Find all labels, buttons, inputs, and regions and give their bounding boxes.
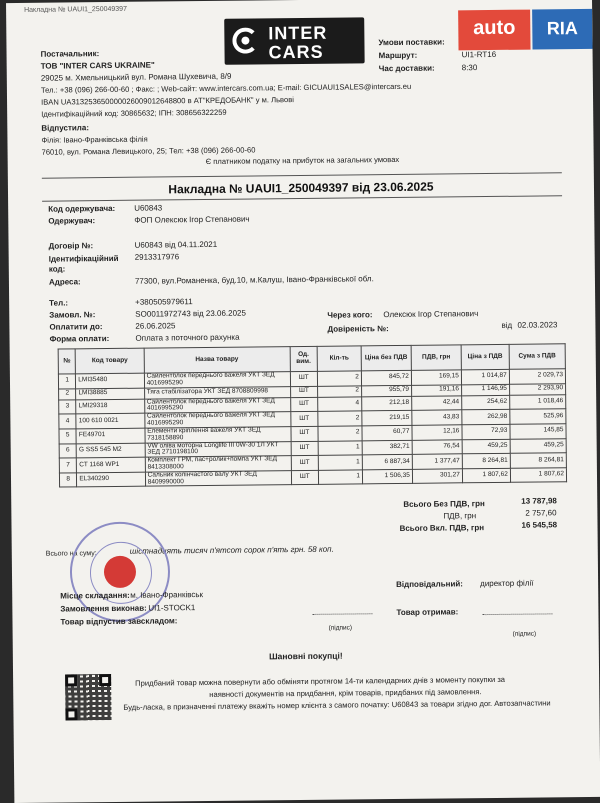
table-cell-n: 1 <box>58 374 75 389</box>
delivery-time-label: Час доставки: <box>378 63 435 74</box>
payform-value: Оплата з поточного рахунка <box>135 332 240 343</box>
table-cell-name: Сайлентблок переднього важеля УКТ ЗЕД 4016995290 <box>144 372 290 388</box>
recipient-code-value: U60843 <box>134 203 163 213</box>
total-vat-value: 2 757,60 <box>525 508 557 518</box>
table-cell-qty: 2 <box>317 371 361 386</box>
top-reference: Накладна № UAUI1_250049397 <box>24 5 127 14</box>
table-cell-qty: 2 <box>318 385 362 396</box>
responsible-label: Відповідальний: <box>396 579 463 590</box>
table-cell-sum: 2 029,73 <box>509 369 565 384</box>
table-cell-price_vat: 8 264,81 <box>462 453 510 468</box>
table-cell-price: 1 506,35 <box>362 469 412 484</box>
contract-label: Договір №: <box>48 241 94 251</box>
address-label: Адреса: <box>48 277 81 287</box>
table-cell-unit: ШТ <box>291 426 319 441</box>
table-cell-unit: ШТ <box>291 441 319 456</box>
table-cell-price_vat: 72,93 <box>462 424 510 439</box>
table-cell-sum: 525,96 <box>510 409 566 424</box>
table-cell-price_vat: 459,25 <box>462 439 510 454</box>
place-value: м. Івано-Франківськ <box>130 590 204 600</box>
signature-label-2: (підпис) <box>512 630 537 638</box>
table-cell-price: 60,77 <box>362 425 412 440</box>
table-cell-n: 6 <box>59 443 76 458</box>
table-cell-sum: 1 018,46 <box>509 394 565 409</box>
table-cell-vat: 42,44 <box>412 395 462 410</box>
payform-label: Форма оплати: <box>49 334 110 344</box>
items-table <box>58 343 567 488</box>
place-label: Місце складання: <box>60 590 130 601</box>
table-cell-vat: 12,16 <box>412 425 462 440</box>
invoice-title: Накладна № UAUI1_250049397 від 23.06.2025 <box>168 179 434 197</box>
recipient-name: ФОП Олексюк Ігор Степанович <box>134 214 250 225</box>
supplier-label: Постачальник: <box>40 49 100 59</box>
total-no-vat-label: Всього Без ПДВ, грн <box>403 499 485 509</box>
table-cell-name: Елементи кріплення важеля УКТ ЗЕД 7318158890 <box>145 426 291 442</box>
supplier-address: 29025 м. Хмельницький вул. Романа Шухевича, 8/9 <box>40 71 232 83</box>
table-cell-code: G SS5 545 M2 <box>76 443 144 458</box>
table-cell-vat: 1 377,47 <box>412 454 462 469</box>
table-cell-qty: 1 <box>318 455 362 470</box>
branch-label: Відпустила: <box>41 123 90 133</box>
responsible-value: директор філії <box>480 578 534 589</box>
signature-label: (підпис) <box>328 624 353 632</box>
proxy-label: Довіреність №: <box>327 324 389 334</box>
table-cell-unit: ШТ <box>290 412 318 427</box>
delivery-terms-label: Умови поставки: <box>378 37 445 48</box>
order-exec-label: Замовлення виконав: <box>60 603 147 614</box>
supplier-name: ТОВ "INTER CARS UKRAINE" <box>40 60 155 71</box>
table-cell-n: 2 <box>59 388 76 399</box>
table-cell-name: Тяга стабілізатора УКТ ЗЕД 8708809998 <box>144 386 290 399</box>
table-cell-price_vat: 1 014,87 <box>461 369 509 384</box>
return-note-line-1: Придбаний товар можна повернути або обміняти протягом 14-ти календарних днів з моменту покупки за <box>135 674 506 688</box>
table-cell-code: EL340290 <box>77 472 145 487</box>
supplier-ids: Ідентифікаційний код: 30865632; ІПН: 308656322259 <box>41 107 227 119</box>
table-cell-price_vat: 1 807,62 <box>462 468 510 483</box>
paydue-label: Оплатити до: <box>49 322 103 332</box>
table-cell-qty: 2 <box>318 426 362 441</box>
table-cell-code: CT 1168 WP1 <box>77 457 145 472</box>
total-with-vat-label: Всього Вкл. ПДВ, грн <box>399 523 485 533</box>
table-cell-price: 845,72 <box>361 370 411 385</box>
received-label: Товар отримав: <box>396 607 459 618</box>
table-cell-unit: ШТ <box>290 397 318 412</box>
table-cell-price: 212,18 <box>362 396 412 411</box>
table-cell-code: FE49701 <box>76 428 144 443</box>
table-cell-qty: 1 <box>319 470 363 485</box>
payment-note: Будь-ласка, в призначенні платежу вкажіть номер клієнта з самого початку: U60843 за товари згідно дог. Автозапчастини <box>123 698 551 712</box>
table-cell-code: LMI35480 <box>76 373 144 388</box>
total-with-vat-value: 16 545,58 <box>521 520 558 530</box>
table-cell-qty: 1 <box>318 440 362 455</box>
table-cell-unit: ШТ <box>290 386 318 397</box>
table-cell-code: LMI29318 <box>76 399 144 414</box>
route-value: UI1-RT16 <box>461 49 497 60</box>
total-vat-label: ПДВ, грн <box>443 511 477 521</box>
branch-name: Філія: Івано-Франківська філія <box>41 134 148 145</box>
table-cell-n: 5 <box>59 429 76 444</box>
total-words: шістнадцять тисяч п'ятсот сорок п'ять грн. 58 коп. <box>129 544 334 556</box>
table-cell-vat: 76,54 <box>412 439 462 454</box>
table-cell-unit: ШТ <box>291 470 319 485</box>
table-header-row: № Код товару Назва товару Од. вим. Кіл-ть Ціна без ПДВ ПДВ, грн Ціна з ПДВ Сума з ПДВ <box>58 344 565 374</box>
proxy-date-value: 02.03.2023 <box>517 320 558 330</box>
intercars-logo: INTER CARS <box>224 17 364 64</box>
table-cell-n: 8 <box>59 473 76 488</box>
table-cell-sum: 1 807,62 <box>510 467 566 482</box>
total-words-label: Всього на суму: <box>45 550 97 558</box>
table-cell-price: 955,79 <box>361 385 411 397</box>
supplier-iban: IBAN UA313253650000026009012648800 в АТ"КРЕДОБАНК" у м. Львові <box>41 95 294 107</box>
idcode-value: 2913317976 <box>134 252 180 262</box>
table-cell-name: VW оліва моторна Longlife III 0W-30 1Л УКТ ЗЕД 2710198100 <box>145 441 291 457</box>
table-cell-name: Сайлентблок переднього важеля УКТ ЗЕД 4016995290 <box>144 412 290 428</box>
supplier-contacts: Тел.: +38 (096) 266-00-60 ; Факс: ; Web-сайт: www.intercars.com.ua; E-mail: GICUAUI1SALES@intercars.eu <box>40 81 412 95</box>
phone-value: +380505979611 <box>135 297 193 307</box>
via-label: Через кого: <box>327 310 373 320</box>
greeting: Шановні покупці! <box>269 650 343 662</box>
table-cell-code: 100 610 0021 <box>76 413 144 428</box>
table-cell-qty: 2 <box>318 411 362 426</box>
table-cell-name: Комплект ГРМ, пас+ролик+помпа УКТ ЗЕД 8413308000 <box>145 456 291 472</box>
table-cell-sum: 145,85 <box>510 424 566 439</box>
recipient-code-label: Код одержувача: <box>48 203 116 214</box>
table-cell-vat: 43,83 <box>412 410 462 425</box>
table-cell-name: Сайлентблок переднього важеля УКТ ЗЕД 4016995290 <box>144 397 290 413</box>
table-cell-unit: ШТ <box>290 371 318 386</box>
invoice-paper <box>6 0 600 803</box>
order-label: Замовл. №: <box>49 310 96 320</box>
tax-note: Є платником податку на прибуток на загальних умовах <box>205 154 400 166</box>
table-cell-vat: 169,15 <box>411 370 461 385</box>
order-value: SO0011972743 від 23.06.2025 <box>135 308 246 319</box>
via-value: Олексюк Ігор Степанович <box>383 309 479 320</box>
table-cell-n: 4 <box>59 414 76 429</box>
table-cell-n: 3 <box>59 399 76 414</box>
stamp-logo-icon <box>104 556 136 588</box>
table-cell-price_vat: 1 146,95 <box>461 384 509 396</box>
paydue-value: 26.06.2025 <box>135 321 176 331</box>
recipient-label: Одержувач: <box>48 216 96 226</box>
phone-label: Тел.: <box>49 298 69 308</box>
table-cell-code: LMI38885 <box>76 388 144 400</box>
delivery-time-value: 8:30 <box>461 63 478 73</box>
address-value: 77300, вул.Романенка, буд.10, м.Калуш, Івано-Франківської обл. <box>134 274 374 286</box>
table-cell-price: 382,71 <box>362 440 412 455</box>
auto-ria-watermark: auto RIA <box>458 7 594 52</box>
table-cell-price: 6 887,34 <box>362 454 412 469</box>
branch-address: 76010, вул. Романа Левицького, 25; Тел: +38 (096) 266-00-60 <box>41 145 256 157</box>
table-cell-price: 219,15 <box>362 411 412 426</box>
return-note-line-2: наявності документів на придбання, крім товарів, придбаних під замовлення. <box>209 687 482 699</box>
route-label: Маршрут: <box>378 50 418 61</box>
idcode-label: Ідентифікаційний код: <box>48 253 119 274</box>
table-cell-vat: 191,16 <box>411 384 461 396</box>
table-cell-vat: 301,27 <box>412 469 462 484</box>
table-cell-unit: ШТ <box>291 455 319 470</box>
table-cell-sum: 8 264,81 <box>510 453 566 468</box>
table-cell-price_vat: 262,98 <box>462 410 510 425</box>
released-label: Товар відпустив завскладом: <box>60 616 178 627</box>
table-cell-n: 7 <box>59 458 76 473</box>
contract-value: U60843 від 04.11.2021 <box>134 239 218 250</box>
total-no-vat-value: 13 787,98 <box>521 496 557 506</box>
table-cell-sum: 459,25 <box>510 438 566 453</box>
proxy-date-label: від <box>501 320 513 330</box>
order-exec-value: UI1-STOCK1 <box>148 603 196 613</box>
table-cell-name: Сальник колінчастого валу УКТ ЗЕД 8409990000 <box>145 470 291 486</box>
table-cell-qty: 4 <box>318 396 362 411</box>
table-cell-sum: 2 293,90 <box>509 383 565 395</box>
table-cell-price_vat: 254,62 <box>462 395 510 410</box>
